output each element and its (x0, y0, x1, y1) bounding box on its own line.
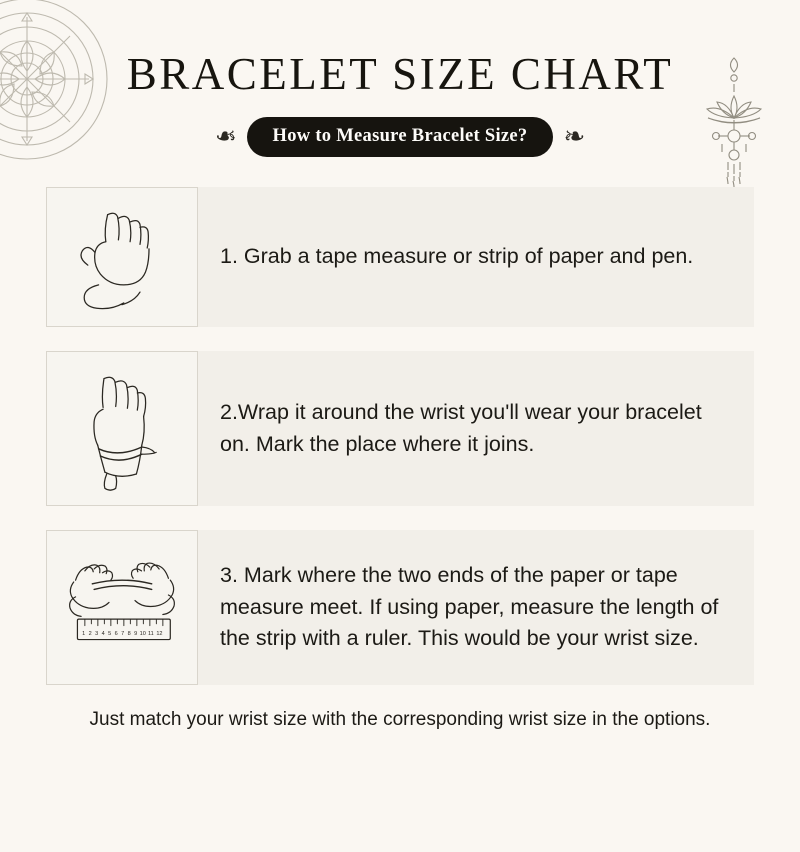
page-title: BRACELET SIZE CHART (126, 49, 674, 99)
svg-text:9: 9 (134, 630, 138, 637)
step-text: 2.Wrap it around the wrist you'll wear your bracelet on. Mark the place where it joins. (220, 399, 702, 456)
step-text: 1. Grab a tape measure or strip of paper and pen. (220, 244, 694, 269)
svg-text:8: 8 (127, 630, 131, 637)
svg-text:1: 1 (82, 630, 86, 637)
measuring-strip-with-ruler-illustration (46, 530, 198, 685)
svg-text:5: 5 (108, 630, 112, 637)
svg-text:2: 2 (88, 630, 92, 637)
svg-text:3: 3 (95, 630, 99, 637)
svg-text:12: 12 (156, 630, 163, 637)
svg-text:4: 4 (101, 630, 105, 637)
steps-list (0, 187, 800, 685)
step-item (46, 530, 754, 685)
step-item (46, 351, 754, 506)
hand-with-tape-measure-illustration (46, 187, 198, 327)
flourish-left-icon: ❧ (214, 122, 237, 151)
svg-text:11: 11 (148, 630, 154, 637)
flourish-right-icon: ❧ (563, 122, 586, 151)
step-item (46, 187, 754, 327)
step-text: 3. Mark where the two ends of the paper or tape measure meet. If using paper, measure the length of the strip with a ruler. This would be your wrist size. (220, 562, 719, 651)
subtitle-pill: How to Measure Bracelet Size? (247, 117, 554, 157)
svg-text:7: 7 (121, 630, 125, 637)
tape-wrapped-around-wrist-illustration (46, 351, 198, 506)
subtitle-row (0, 117, 800, 157)
footer-note: Just match your wrist size with the corresponding wrist size in the options. (89, 709, 711, 730)
svg-text:10: 10 (139, 630, 146, 637)
svg-text:6: 6 (114, 630, 118, 637)
